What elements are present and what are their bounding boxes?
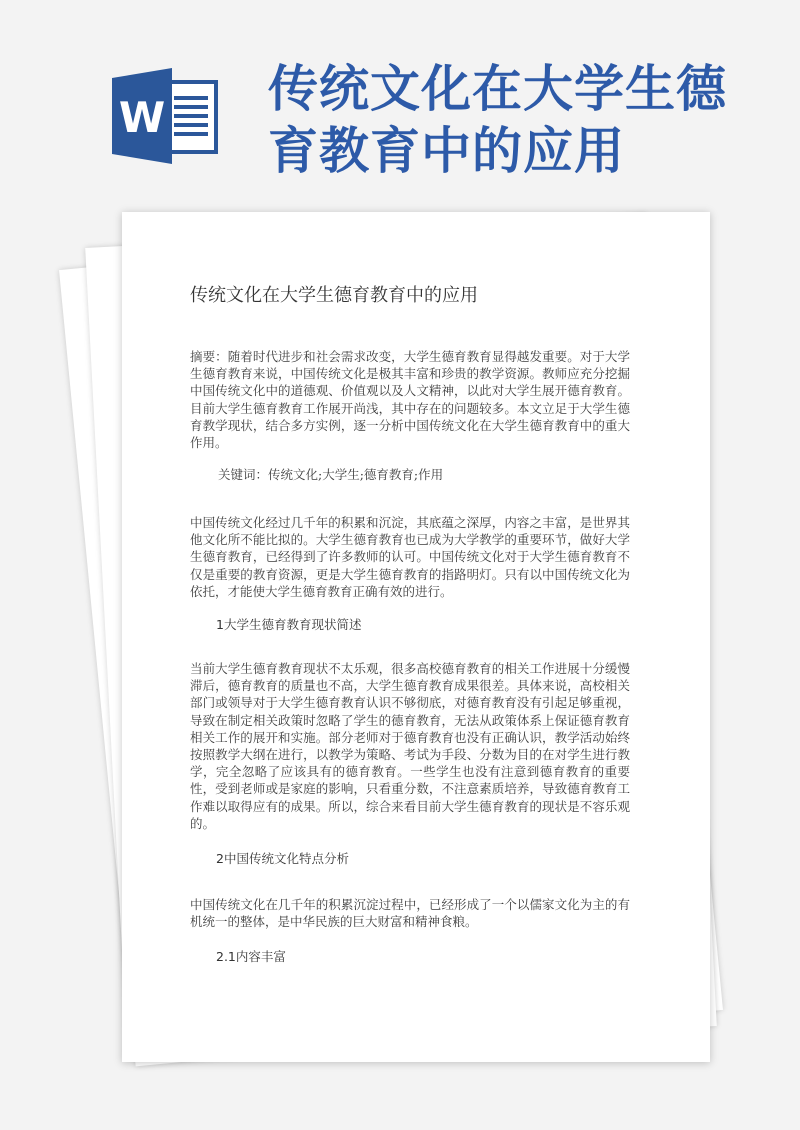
section-2-paragraph: 中国传统文化在几千年的积累沉淀过程中，已经形成了一个以儒家文化为主的有机统一的整体，是中华民族的巨大财富和精神食粮。 (190, 897, 630, 930)
section-heading-2: 2中国传统文化特点分析 (216, 851, 349, 866)
keywords-line: 关键词：传统文化;大学生;德育教育;作用 (218, 467, 444, 482)
logo-letter: W (118, 93, 166, 142)
document-title: 传统文化在大学生德育教育中的应用 (190, 285, 478, 306)
intro-paragraph: 中国传统文化经过几千年的积累和沉淀，其底蕴之深厚，内容之丰富，是世界其他文化所不能比拟的。大学生德育教育也已成为大学教学的重要环节，做好大学生德育教育，已经得到了许多教师的认可。中国传统文化对于大学生德育教育不仅是重要的教育资源，更是大学生德育教育的指路明灯。只有以中国传统文化为依托，才能使大学生德育教育正确有效的进行。 (190, 515, 630, 599)
section-1-paragraph: 当前大学生德育教育现状不太乐观，很多高校德育教育的相关工作进展十分缓慢滞后，德育教育的质量也不高，大学生德育教育成果很差。具体来说，高校相关部门或领导对于大学生德育教育认识不够彻底，对德育教育没有引起足够重视，导致在制定相关政策时忽略了学生的德育教育，无法从政策体系上保证德育教育相关工作的展开和实施。部分老师对于德育教育也没有正确认识，教学活动始终按照教学大纲在进行，以教学为策略、考试为手段、分数为目的在对学生进行教学，完全忽略了应该具有的德育教育。一些学生也没有注意到德育教育的重要性，受到老师或是家庭的影响，只看重分数，不注意素质培养，导致德育教育工作难以取得应有的成果。所以，综合来看目前大学生德育教育的现状是不容乐观的。 (190, 661, 630, 831)
subsection-heading-2-1: 2.1内容丰富 (216, 949, 286, 964)
page-title: 传统文化在大学生德育教育中的应用 (268, 60, 727, 180)
abstract-paragraph: 摘要：随着时代进步和社会需求改变，大学生德育教育显得越发重要。对于大学生德育教育来说，中国传统文化是极其丰富和珍贵的教学资源。教师应充分挖掘中国传统文化中的道德观、价值观以及人文精神，以此对大学生展开德育教育。目前大学生德育教育工作展开尚浅，其中存在的问题较多。本文立足于大学生德育教学现状，结合多方实例，逐一分析中国传统文化在大学生德育教育中的重大作用。 (190, 349, 630, 451)
word-document-icon (110, 68, 220, 164)
section-heading-1: 1大学生德育教育现状简述 (216, 617, 362, 632)
paper-sheet-front (122, 212, 710, 1062)
